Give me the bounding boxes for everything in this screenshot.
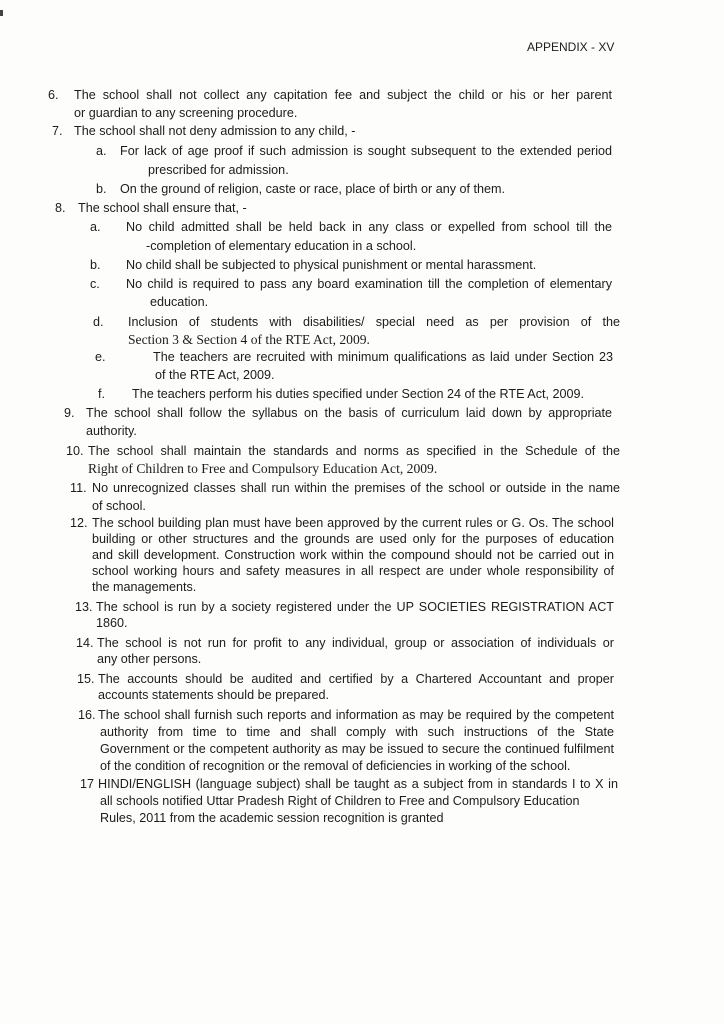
item-text: HINDI/ENGLISH (language subject) shall be taught as a subject from in standards I to X in: [98, 777, 618, 791]
item-text: the managements.: [92, 580, 197, 594]
item-text: The school building plan must have been approved by the current rules or G. Os. The school: [92, 516, 614, 530]
item-text: any other persons.: [97, 652, 202, 666]
item-text: of school.: [92, 499, 146, 513]
item-number: 9.: [64, 406, 75, 420]
item-text: accounts statements should be prepared.: [98, 688, 330, 702]
subitem-label: e.: [95, 350, 106, 364]
subitem-text: On the ground of religion, caste or race, place of birth or any of them.: [120, 182, 506, 196]
item-text: No unrecognized classes shall run within the premises of the school or outside in the name: [92, 481, 620, 495]
item-text: of the condition of recognition or the removal of deficiencies in working of the school.: [100, 759, 571, 773]
subitem-label: d.: [93, 315, 104, 329]
subitem-label: b.: [96, 182, 107, 196]
subitem-text: No child admitted shall be held back in any class or expelled from school till the: [126, 220, 612, 234]
item-text: 1860.: [96, 616, 128, 630]
item-text: Rules, 2011 from the academic session recognition is granted: [100, 811, 444, 825]
item-number: 12.: [70, 516, 88, 530]
subitem-label: c.: [90, 277, 100, 291]
item-text: The school shall not collect any capitation fee and subject the child or his or her parent: [74, 88, 612, 102]
item-text: authority from time to time and shall comply with such instructions of the State: [100, 725, 614, 739]
item-number: 6.: [48, 88, 59, 102]
item-number: 7.: [52, 124, 63, 138]
subitem-label: a.: [96, 144, 107, 158]
item-number: 16.: [78, 708, 96, 722]
item-text: building or other structures and the grounds are used only for the purposes of education: [92, 532, 614, 546]
subitem-text: Section 3 & Section 4 of the RTE Act, 2009.: [128, 332, 370, 347]
item-text: The school shall maintain the standards and norms as specified in the Schedule of the: [88, 444, 620, 458]
subitem-text: -completion of elementary education in a school.: [146, 239, 417, 253]
subitem-text: For lack of age proof if such admission is sought subsequent to the extended period: [120, 144, 612, 158]
item-text: The school shall not deny admission to any child, -: [74, 124, 356, 138]
item-number: 11.: [70, 481, 87, 495]
subitem-label: f.: [98, 387, 105, 401]
item-number: 14.: [76, 636, 94, 650]
item-number: 17: [80, 777, 95, 791]
subitem-text: The teachers are recruited with minimum qualifications as laid under Section 23: [153, 350, 613, 364]
subitem-text: The teachers perform his duties specified under Section 24 of the RTE Act, 2009.: [132, 387, 584, 401]
item-text: or guardian to any screening procedure.: [74, 106, 298, 120]
item-text: Right of Children to Free and Compulsory Education Act, 2009.: [88, 461, 438, 476]
item-text: The school is run by a society registered under the UP SOCIETIES REGISTRATION ACT: [96, 600, 614, 614]
subitem-label: b.: [90, 258, 101, 272]
item-text: all schools notified Uttar Pradesh Right of Children to Free and Compulsory Education: [100, 794, 580, 808]
item-number: 15.: [77, 672, 95, 686]
item-text: The accounts should be audited and certified by a Chartered Accountant and proper: [98, 672, 614, 686]
subitem-text: prescribed for admission.: [148, 163, 289, 177]
appendix-heading: APPENDIX - XV: [527, 40, 615, 54]
item-text: Government or the competent authority as may be issued to secure the continued fulfilment: [100, 742, 614, 756]
item-text: The school shall follow the syllabus on the basis of curriculum laid down by appropriate: [86, 406, 612, 420]
scan-mark: [0, 10, 3, 16]
item-number: 13.: [75, 600, 93, 614]
subitem-label: a.: [90, 220, 101, 234]
item-text: school working hours and safety measures in all respect are under whole responsibility of: [92, 564, 614, 578]
item-text: The school shall ensure that, -: [78, 201, 247, 215]
item-number: 10.: [66, 444, 84, 458]
item-text: The school shall furnish such reports and information as may be required by the competent: [98, 708, 614, 722]
subitem-text: of the RTE Act, 2009.: [155, 368, 275, 382]
subitem-text: No child is required to pass any board examination till the completion of elementary: [126, 277, 612, 291]
item-number: 8.: [55, 201, 66, 215]
item-text: The school is not run for profit to any individual, group or association of individuals or: [97, 636, 614, 650]
subitem-text: education.: [150, 295, 209, 309]
item-text: and skill development. Construction work within the compound should not be carried out in: [92, 548, 614, 562]
subitem-text: Inclusion of students with disabilities/ special need as per provision of the: [128, 315, 620, 329]
subitem-text: No child shall be subjected to physical punishment or mental harassment.: [126, 258, 537, 272]
item-text: authority.: [86, 424, 137, 438]
